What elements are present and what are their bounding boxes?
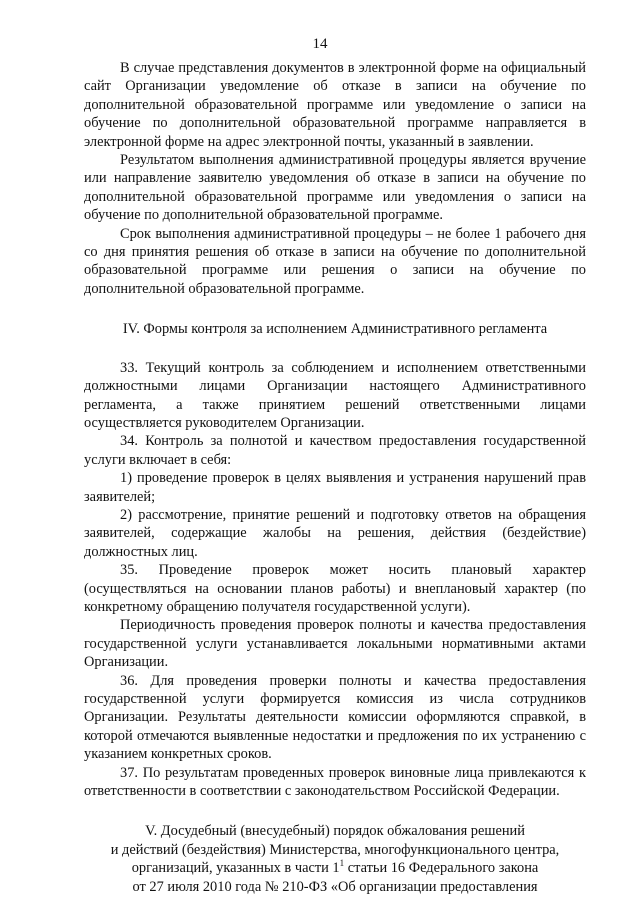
clause-33: 33. Текущий контроль за соблюдением и исполнением ответственными должностными лицами Организации настоящего Административного регламента, а также принятием решений ответственными лицами осуществляется руководителем Организации. bbox=[84, 359, 586, 431]
section-5-heading-line-3-start: организаций, указанных в части 1 bbox=[131, 860, 340, 877]
clause-34-item-1: 1) проведение проверок в целях выявления и устранения нарушений прав заявителей; bbox=[84, 470, 586, 505]
clause-37: 37. По результатам проведенных проверок виновные лица привлекаются к ответственности в соответствии с законодательством Российской Федерации. bbox=[84, 764, 586, 800]
paragraph-procedure-result: Результатом выполнения административной процедуры является вручение или направление заявителю уведомления об отказе в записи на обучение по дополнительной образовательной программе или уведомления о записи на обучение по дополнительной образовательной программе. bbox=[84, 152, 586, 224]
section-4-heading: IV. Формы контроля за исполнением Административного регламента bbox=[122, 321, 548, 338]
section-5-heading bbox=[84, 822, 586, 896]
superscript-mark: 1 bbox=[339, 858, 345, 869]
page-number: 14 bbox=[312, 36, 328, 52]
clause-35: 35. Проведение проверок может носить плановый характер (осуществляться на основании планов работы) и внеплановый характер (по конкретному обращению получателя государственной услуги). bbox=[84, 562, 586, 615]
section-5-heading-line-1: V. Досудебный (внесудебный) порядок обжалования решений bbox=[145, 823, 525, 840]
section-5-heading-line-2: и действий (бездействия) Министерства, многофункционального центра, bbox=[110, 841, 560, 858]
clause-34: 34. Контроль за полнотой и качеством предоставления государственной услуги включает в себя: bbox=[84, 433, 586, 468]
section-5-heading-line-4: от 27 июля 2010 года № 210-ФЗ «Об организации предоставления bbox=[132, 878, 538, 895]
section-5-heading-line-3-end: статьи 16 Федерального закона bbox=[344, 860, 539, 877]
paragraph-procedure-term: Срок выполнения административной процедуры – не более 1 рабочего дня со дня принятия решения об отказе в записи на обучение по дополнительной образовательной программе или решения о записи на обучение по дополнительной образовательной программе. bbox=[84, 225, 586, 297]
document-body bbox=[84, 59, 586, 896]
section-5-heading-line-3 bbox=[84, 859, 586, 877]
clause-36: 36. Для проведения проверки полноты и качества предоставления государственной услуги формируется комиссия из числа сотрудников Организации. Результаты деятельности комиссии оформляются справкой, в которой отмечаются выявленные недостатки и предложения по их устранению с указанием конкретных сроков. bbox=[84, 672, 586, 763]
paragraph-periodicity: Периодичность проведения проверок полноты и качества предоставления государственной услуги устанавливается локальными нормативными актами Организации. bbox=[84, 617, 586, 671]
paragraph-electronic-notice: В случае представления документов в электронной форме на официальный сайт Организации уведомление об отказе в записи на обучение по дополнительной образовательной программе или уведомление о записи на обучение по дополнительной образовательной программе направляется в электронной форме на адрес электронной почты, указанный в заявлении. bbox=[84, 60, 586, 150]
clause-34-item-2: 2) рассмотрение, принятие решений и подготовку ответов на обращения заявителей, содержащие жалобы на решения, действия (бездействие) должностных лиц. bbox=[84, 506, 586, 560]
